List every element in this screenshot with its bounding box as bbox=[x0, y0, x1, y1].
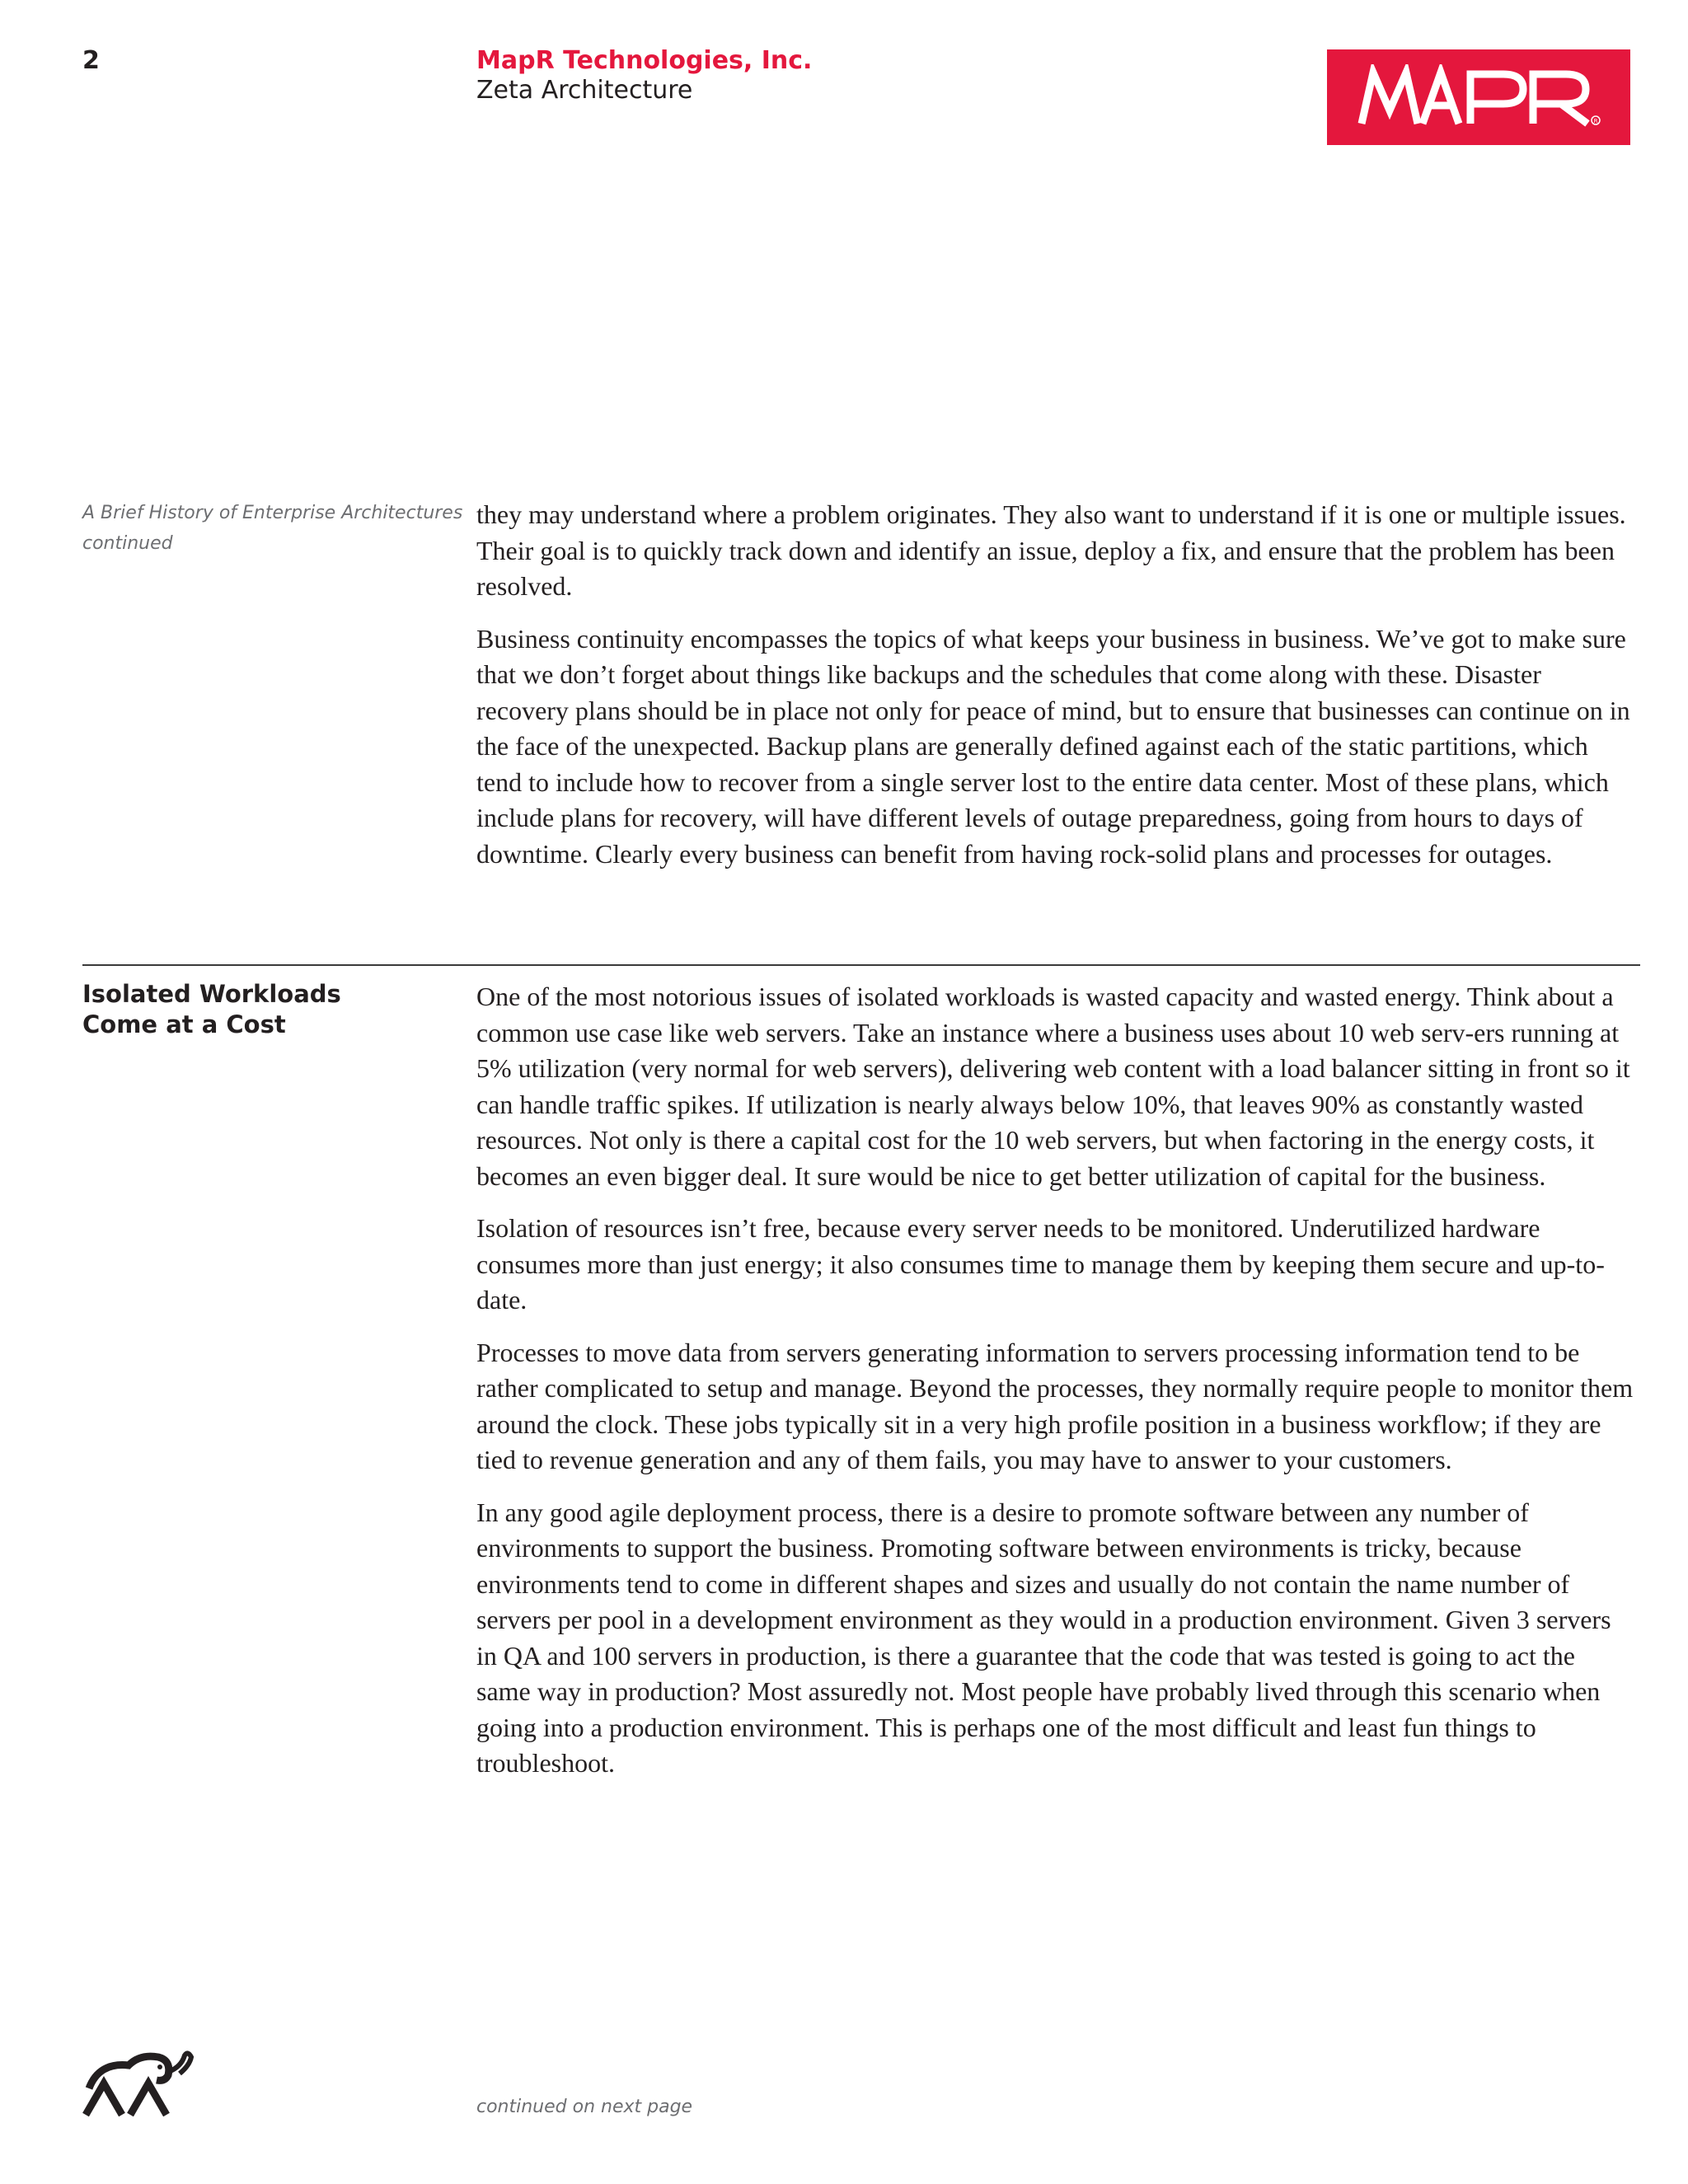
caption-continued: continued bbox=[82, 533, 173, 554]
svg-text:R: R bbox=[1593, 118, 1598, 124]
heading-line: Isolated Workloads bbox=[82, 980, 341, 1008]
document-title: Zeta Architecture bbox=[476, 76, 693, 105]
section-2-body bbox=[476, 979, 1634, 1798]
paragraph: Isolation of resources isn’t free, because every server needs to be monitored. Underutilized hardware consumes more than just energy; it also consumes time to manage them by keeping them secure and up-to-date. bbox=[476, 1213, 1605, 1315]
paragraph: One of the most notorious issues of isolated workloads is wasted capacity and wasted energy. Think about a common use case like web servers. Take an instance where a business uses about 10 web serv-ers running at 5% utilization (very normal for web servers), delivering web content with a load balancer sitting in front so it can handle traffic spikes. If utilization is nearly always below 10%, that leaves 90% as constantly wasted resources. Not only is there a capital cost for the 10 web servers, but when factoring in the energy costs, it becomes an even bigger deal. It sure would be nice to get better utilization of capital for the business. bbox=[476, 982, 1630, 1191]
section-caption bbox=[82, 498, 462, 559]
elephant-icon bbox=[82, 2047, 195, 2122]
paragraph: they may understand where a problem originates. They also want to understand if it is one or multiple issues. Their goal is to quickly track down and identify an issue, deploy a fix, and ensure that the problem has been resolved. bbox=[476, 499, 1626, 601]
section-divider bbox=[82, 964, 1640, 966]
paragraph: In any good agile deployment process, there is a desire to promote software between any number of environments to support the business. Promoting software between environments is tricky, because environments tend to come in different shapes and sizes and usually do not contain the name number of servers per pool in a development environment as they would in a production environment. Given 3 servers in QA and 100 servers in production, is there a guarantee that the code that was tested is going to act the same way in production? Most assuredly not. Most people have probably lived through this scenario when going into a production environment. This is perhaps one of the most difficult and least fun things to troubleshoot. bbox=[476, 1497, 1611, 1778]
continued-note: continued on next page bbox=[476, 2097, 693, 2117]
mapr-logo-wordmark bbox=[1355, 64, 1602, 130]
caption-title: A Brief History of Enterprise Architectures bbox=[82, 503, 463, 523]
section-heading bbox=[82, 979, 341, 1040]
heading-line: Come at a Cost bbox=[82, 1010, 286, 1038]
paragraph: Business continuity encompasses the topics of what keeps your business in business. We’ve got to make sure that we don’t forget about things like backups and the schedules that come along with these. Disaster recovery plans should be in place not only for peace of mind, but to ensure that businesses can continue on in the face of the unexpected. Backup plans are generally defined against each of the static partitions, which tend to include how to recover from a single server lost to the entire data center. Most of these plans, which include plans for recovery, will have different levels of outage preparedness, going from hours to days of downtime. Clearly every business can benefit from having rock-solid plans and processes for outages. bbox=[476, 623, 1630, 869]
paragraph: Processes to move data from servers generating information to servers processing information tend to be rather complicated to setup and manage. Beyond the processes, they normally require people to monitor them around the clock. These jobs typically sit in a very high profile position in a business workflow; if they are tied to revenue generation and any of them fails, you may have to answer to your customers. bbox=[476, 1337, 1634, 1474]
section-1-body bbox=[476, 497, 1634, 888]
page-number: 2 bbox=[82, 46, 100, 75]
mapr-logo bbox=[1327, 49, 1630, 145]
company-name: MapR Technologies, Inc. bbox=[476, 46, 813, 75]
